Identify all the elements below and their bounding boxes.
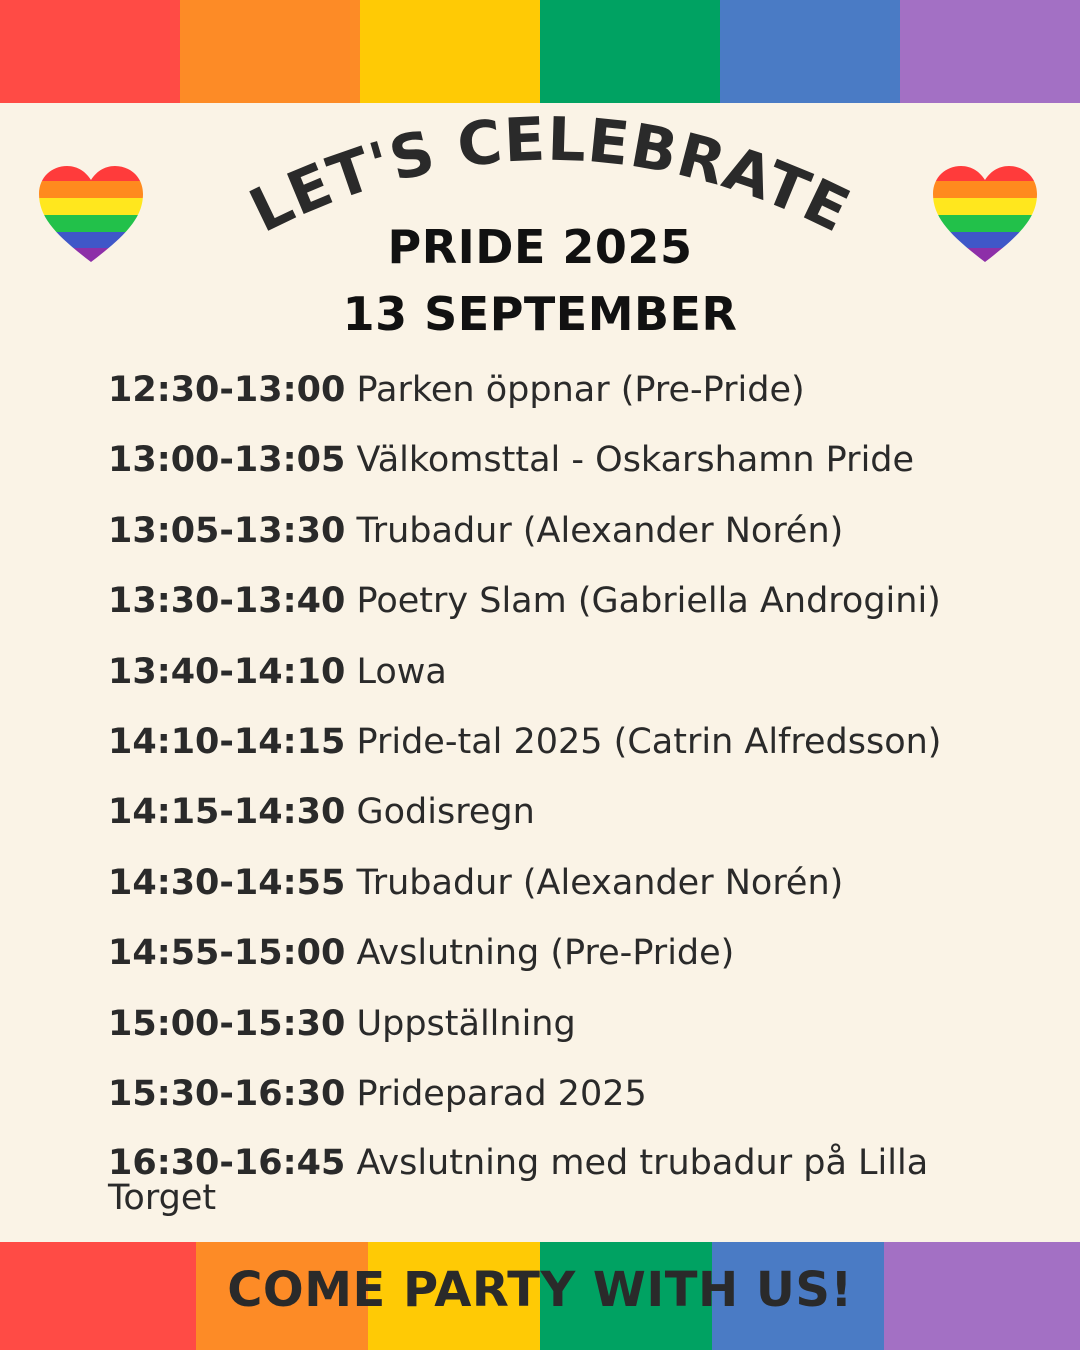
stripe-orange — [180, 0, 360, 103]
stripe-purple — [900, 0, 1080, 103]
schedule-time: 13:40-14:10 — [108, 651, 346, 692]
schedule-act: Pride-tal 2025 (Catrin Alfredsson) — [356, 721, 942, 762]
schedule-item — [108, 651, 1008, 724]
schedule-act: Välkomsttal - Oskarshamn Pride — [356, 440, 915, 481]
schedule-time: 16:30-16:45 — [108, 1143, 346, 1184]
schedule-item — [108, 721, 1008, 794]
schedule-time: 14:30-14:55 — [108, 862, 346, 903]
schedule-act: Prideparad 2025 — [356, 1073, 647, 1114]
arc-title-text: LET'S CELEBRATE — [239, 105, 861, 247]
schedule-item — [108, 442, 1008, 512]
schedule-item — [108, 1143, 1008, 1219]
schedule-time: 15:30-16:30 — [108, 1073, 346, 1114]
schedule-time: 13:05-13:30 — [108, 510, 346, 551]
event-date: 13 SEPTEMBER — [342, 287, 738, 341]
schedule-item — [108, 583, 1008, 653]
stripe-yellow — [360, 0, 540, 103]
schedule-time: 13:30-13:40 — [108, 581, 346, 622]
schedule-item — [108, 935, 1008, 1005]
schedule-time: 14:10-14:15 — [108, 721, 346, 762]
schedule-act: Parken öppnar (Pre-Pride) — [356, 370, 805, 410]
schedule-list — [108, 370, 1008, 1219]
schedule-item — [108, 510, 1008, 583]
schedule-time: 14:55-15:00 — [108, 933, 346, 974]
schedule-time: 14:15-14:30 — [108, 792, 346, 833]
schedule-act: Avslutning med trubadur på Lilla Torget — [108, 1143, 929, 1219]
schedule-act: Uppställning — [356, 1003, 576, 1044]
rainbow-stripe-top — [0, 0, 1080, 103]
schedule-time: 12:30-13:00 — [108, 370, 346, 410]
schedule-item — [108, 372, 1008, 442]
schedule-act: Lowa — [356, 651, 447, 692]
stripe-red — [0, 0, 180, 103]
schedule-act: Poetry Slam (Gabriella Androgini) — [356, 581, 941, 622]
schedule-item — [108, 862, 1008, 935]
schedule-act: Trubadur (Alexander Norén) — [356, 510, 844, 551]
schedule-item — [108, 794, 1008, 864]
schedule-time: 13:00-13:05 — [108, 440, 346, 481]
schedule-act: Godisregn — [356, 792, 535, 833]
schedule-item — [108, 1073, 1008, 1146]
stripe-blue — [720, 0, 900, 103]
schedule-item — [108, 1003, 1008, 1076]
stripe-green — [540, 0, 720, 103]
event-title: PRIDE 2025 — [387, 220, 693, 274]
footer-slogan: COME PARTY WITH US! — [227, 1262, 853, 1318]
schedule-act: Avslutning (Pre-Pride) — [356, 933, 735, 974]
schedule-time: 15:00-15:30 — [108, 1003, 346, 1044]
schedule-act: Trubadur (Alexander Norén) — [356, 862, 844, 903]
